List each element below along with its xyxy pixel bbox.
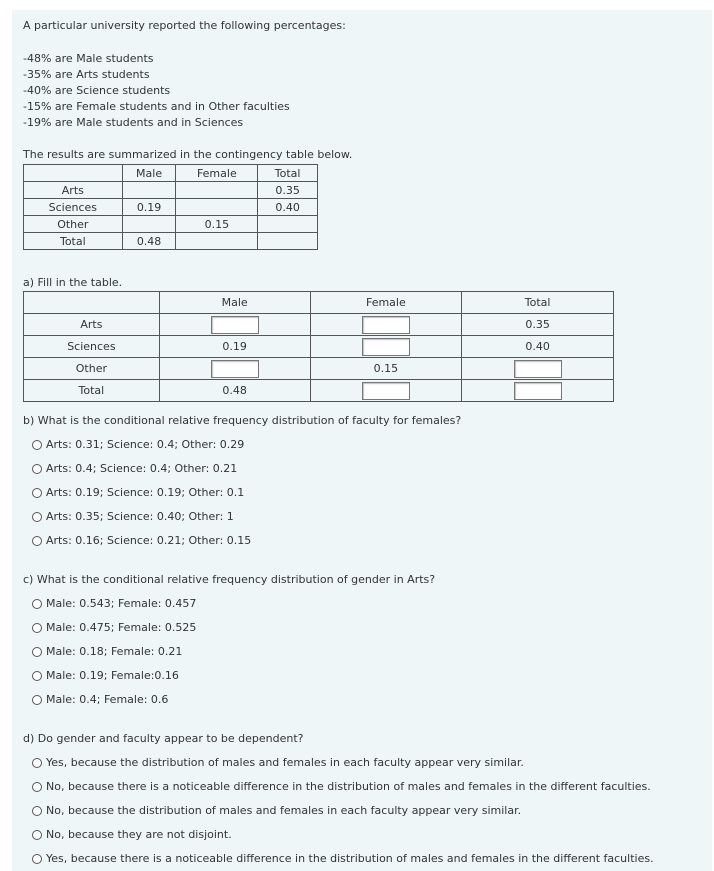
radio-button[interactable] xyxy=(32,623,42,633)
answer-cell xyxy=(159,358,310,380)
radio-button[interactable] xyxy=(32,440,42,450)
table-cell: 0.15 xyxy=(310,358,462,380)
header-cell: Male xyxy=(122,165,176,182)
answer-cell xyxy=(462,358,614,380)
part-c-option-5[interactable] xyxy=(32,693,168,707)
radio-button[interactable] xyxy=(32,599,42,609)
total-total-input[interactable] xyxy=(514,382,562,400)
radio-button[interactable] xyxy=(32,854,42,864)
option-label: No, because they are not disjoint. xyxy=(46,828,232,841)
part-c-option-1[interactable] xyxy=(32,597,196,611)
table-cell: 0.15 xyxy=(176,216,258,233)
table-cell xyxy=(258,216,318,233)
header-cell: Total xyxy=(258,165,318,182)
fact-4: -15% are Female students and in Other faculties xyxy=(23,100,290,113)
summary-contingency-table xyxy=(23,164,318,250)
answer-cell xyxy=(310,314,462,336)
intro-text: A particular university reported the following percentages: xyxy=(23,19,346,32)
part-d-option-4[interactable] xyxy=(32,828,232,842)
fact-3: -40% are Science students xyxy=(23,84,171,97)
table-header-row xyxy=(24,292,614,314)
table-row xyxy=(24,233,318,250)
option-label: Male: 0.4; Female: 0.6 xyxy=(46,693,169,706)
option-label: Yes, because there is a noticeable difference in the distribution of males and females in the different faculties. xyxy=(46,852,654,865)
option-label: Arts: 0.19; Science: 0.19; Other: 0.1 xyxy=(46,486,245,499)
table-cell: 0.35 xyxy=(258,182,318,199)
row-label: Sciences xyxy=(24,199,123,216)
table-row xyxy=(24,336,614,358)
table-row xyxy=(24,358,614,380)
part-d-prompt: d) Do gender and faculty appear to be dependent? xyxy=(23,732,304,745)
row-label: Sciences xyxy=(24,336,160,358)
part-b-option-2[interactable] xyxy=(32,462,237,476)
header-cell xyxy=(24,165,123,182)
radio-button[interactable] xyxy=(32,830,42,840)
table-cell: 0.48 xyxy=(122,233,176,250)
part-c-option-3[interactable] xyxy=(32,645,182,659)
part-d-option-3[interactable] xyxy=(32,804,521,818)
row-label: Total xyxy=(24,380,160,402)
part-b-option-1[interactable] xyxy=(32,438,244,452)
part-b-option-3[interactable] xyxy=(32,486,244,500)
answer-cell xyxy=(310,336,462,358)
radio-button[interactable] xyxy=(32,488,42,498)
table-cell: 0.35 xyxy=(462,314,614,336)
table-row xyxy=(24,380,614,402)
part-a-prompt: a) Fill in the table. xyxy=(23,276,123,289)
question-panel xyxy=(12,10,712,871)
option-label: Arts: 0.35; Science: 0.40; Other: 1 xyxy=(46,510,234,523)
summary-note: The results are summarized in the contingency table below. xyxy=(23,148,353,161)
radio-button[interactable] xyxy=(32,536,42,546)
row-label: Arts xyxy=(24,314,160,336)
option-label: Male: 0.18; Female: 0.21 xyxy=(46,645,183,658)
radio-button[interactable] xyxy=(32,464,42,474)
part-b-option-5[interactable] xyxy=(32,534,251,548)
part-d-option-5[interactable] xyxy=(32,852,654,866)
radio-button[interactable] xyxy=(32,782,42,792)
part-d-option-1[interactable] xyxy=(32,756,524,770)
table-cell: 0.19 xyxy=(159,336,310,358)
table-header-row xyxy=(24,165,318,182)
header-cell: Female xyxy=(176,165,258,182)
option-label: Male: 0.475; Female: 0.525 xyxy=(46,621,197,634)
table-cell xyxy=(122,182,176,199)
table-cell: 0.40 xyxy=(462,336,614,358)
radio-button[interactable] xyxy=(32,758,42,768)
table-cell xyxy=(258,233,318,250)
table-cell xyxy=(176,182,258,199)
table-cell xyxy=(176,199,258,216)
part-c-prompt: c) What is the conditional relative frequency distribution of gender in Arts? xyxy=(23,573,436,586)
table-cell xyxy=(122,216,176,233)
option-label: Male: 0.543; Female: 0.457 xyxy=(46,597,197,610)
fact-1: -48% are Male students xyxy=(23,52,154,65)
table-row xyxy=(24,199,318,216)
option-label: No, because there is a noticeable difference in the distribution of males and females in the different faculties. xyxy=(46,780,651,793)
option-label: Yes, because the distribution of males and females in each faculty appear very similar. xyxy=(46,756,524,769)
option-label: Arts: 0.16; Science: 0.21; Other: 0.15 xyxy=(46,534,252,547)
row-label: Other xyxy=(24,358,160,380)
option-label: No, because the distribution of males and females in each faculty appear very similar. xyxy=(46,804,522,817)
table-cell: 0.19 xyxy=(122,199,176,216)
answer-cell xyxy=(310,380,462,402)
fact-2: -35% are Arts students xyxy=(23,68,150,81)
part-b-option-4[interactable] xyxy=(32,510,234,524)
table-cell xyxy=(176,233,258,250)
arts-female-input[interactable] xyxy=(362,316,410,334)
header-cell: Female xyxy=(310,292,462,314)
sciences-female-input[interactable] xyxy=(362,338,410,356)
radio-button[interactable] xyxy=(32,671,42,681)
answer-cell xyxy=(462,380,614,402)
option-label: Arts: 0.4; Science: 0.4; Other: 0.21 xyxy=(46,462,238,475)
table-cell: 0.40 xyxy=(258,199,318,216)
table-cell: 0.48 xyxy=(159,380,310,402)
fill-in-table xyxy=(23,291,614,402)
option-label: Male: 0.19; Female:0.16 xyxy=(46,669,179,682)
other-male-input[interactable] xyxy=(211,360,259,378)
part-c-option-2[interactable] xyxy=(32,621,196,635)
radio-button[interactable] xyxy=(32,647,42,657)
part-b-prompt: b) What is the conditional relative frequency distribution of faculty for females? xyxy=(23,414,462,427)
header-cell xyxy=(24,292,160,314)
radio-button[interactable] xyxy=(32,695,42,705)
part-d-option-2[interactable] xyxy=(32,780,651,794)
option-label: Arts: 0.31; Science: 0.4; Other: 0.29 xyxy=(46,438,245,451)
other-total-input[interactable] xyxy=(514,360,562,378)
total-female-input[interactable] xyxy=(362,382,410,400)
table-row xyxy=(24,314,614,336)
answer-cell xyxy=(159,314,310,336)
part-c-option-4[interactable] xyxy=(32,669,179,683)
table-row xyxy=(24,216,318,233)
radio-button[interactable] xyxy=(32,512,42,522)
row-label: Total xyxy=(24,233,123,250)
radio-button[interactable] xyxy=(32,806,42,816)
header-cell: Total xyxy=(462,292,614,314)
table-row xyxy=(24,182,318,199)
row-label: Other xyxy=(24,216,123,233)
arts-male-input[interactable] xyxy=(211,316,259,334)
row-label: Arts xyxy=(24,182,123,199)
header-cell: Male xyxy=(159,292,310,314)
fact-5: -19% are Male students and in Sciences xyxy=(23,116,244,129)
